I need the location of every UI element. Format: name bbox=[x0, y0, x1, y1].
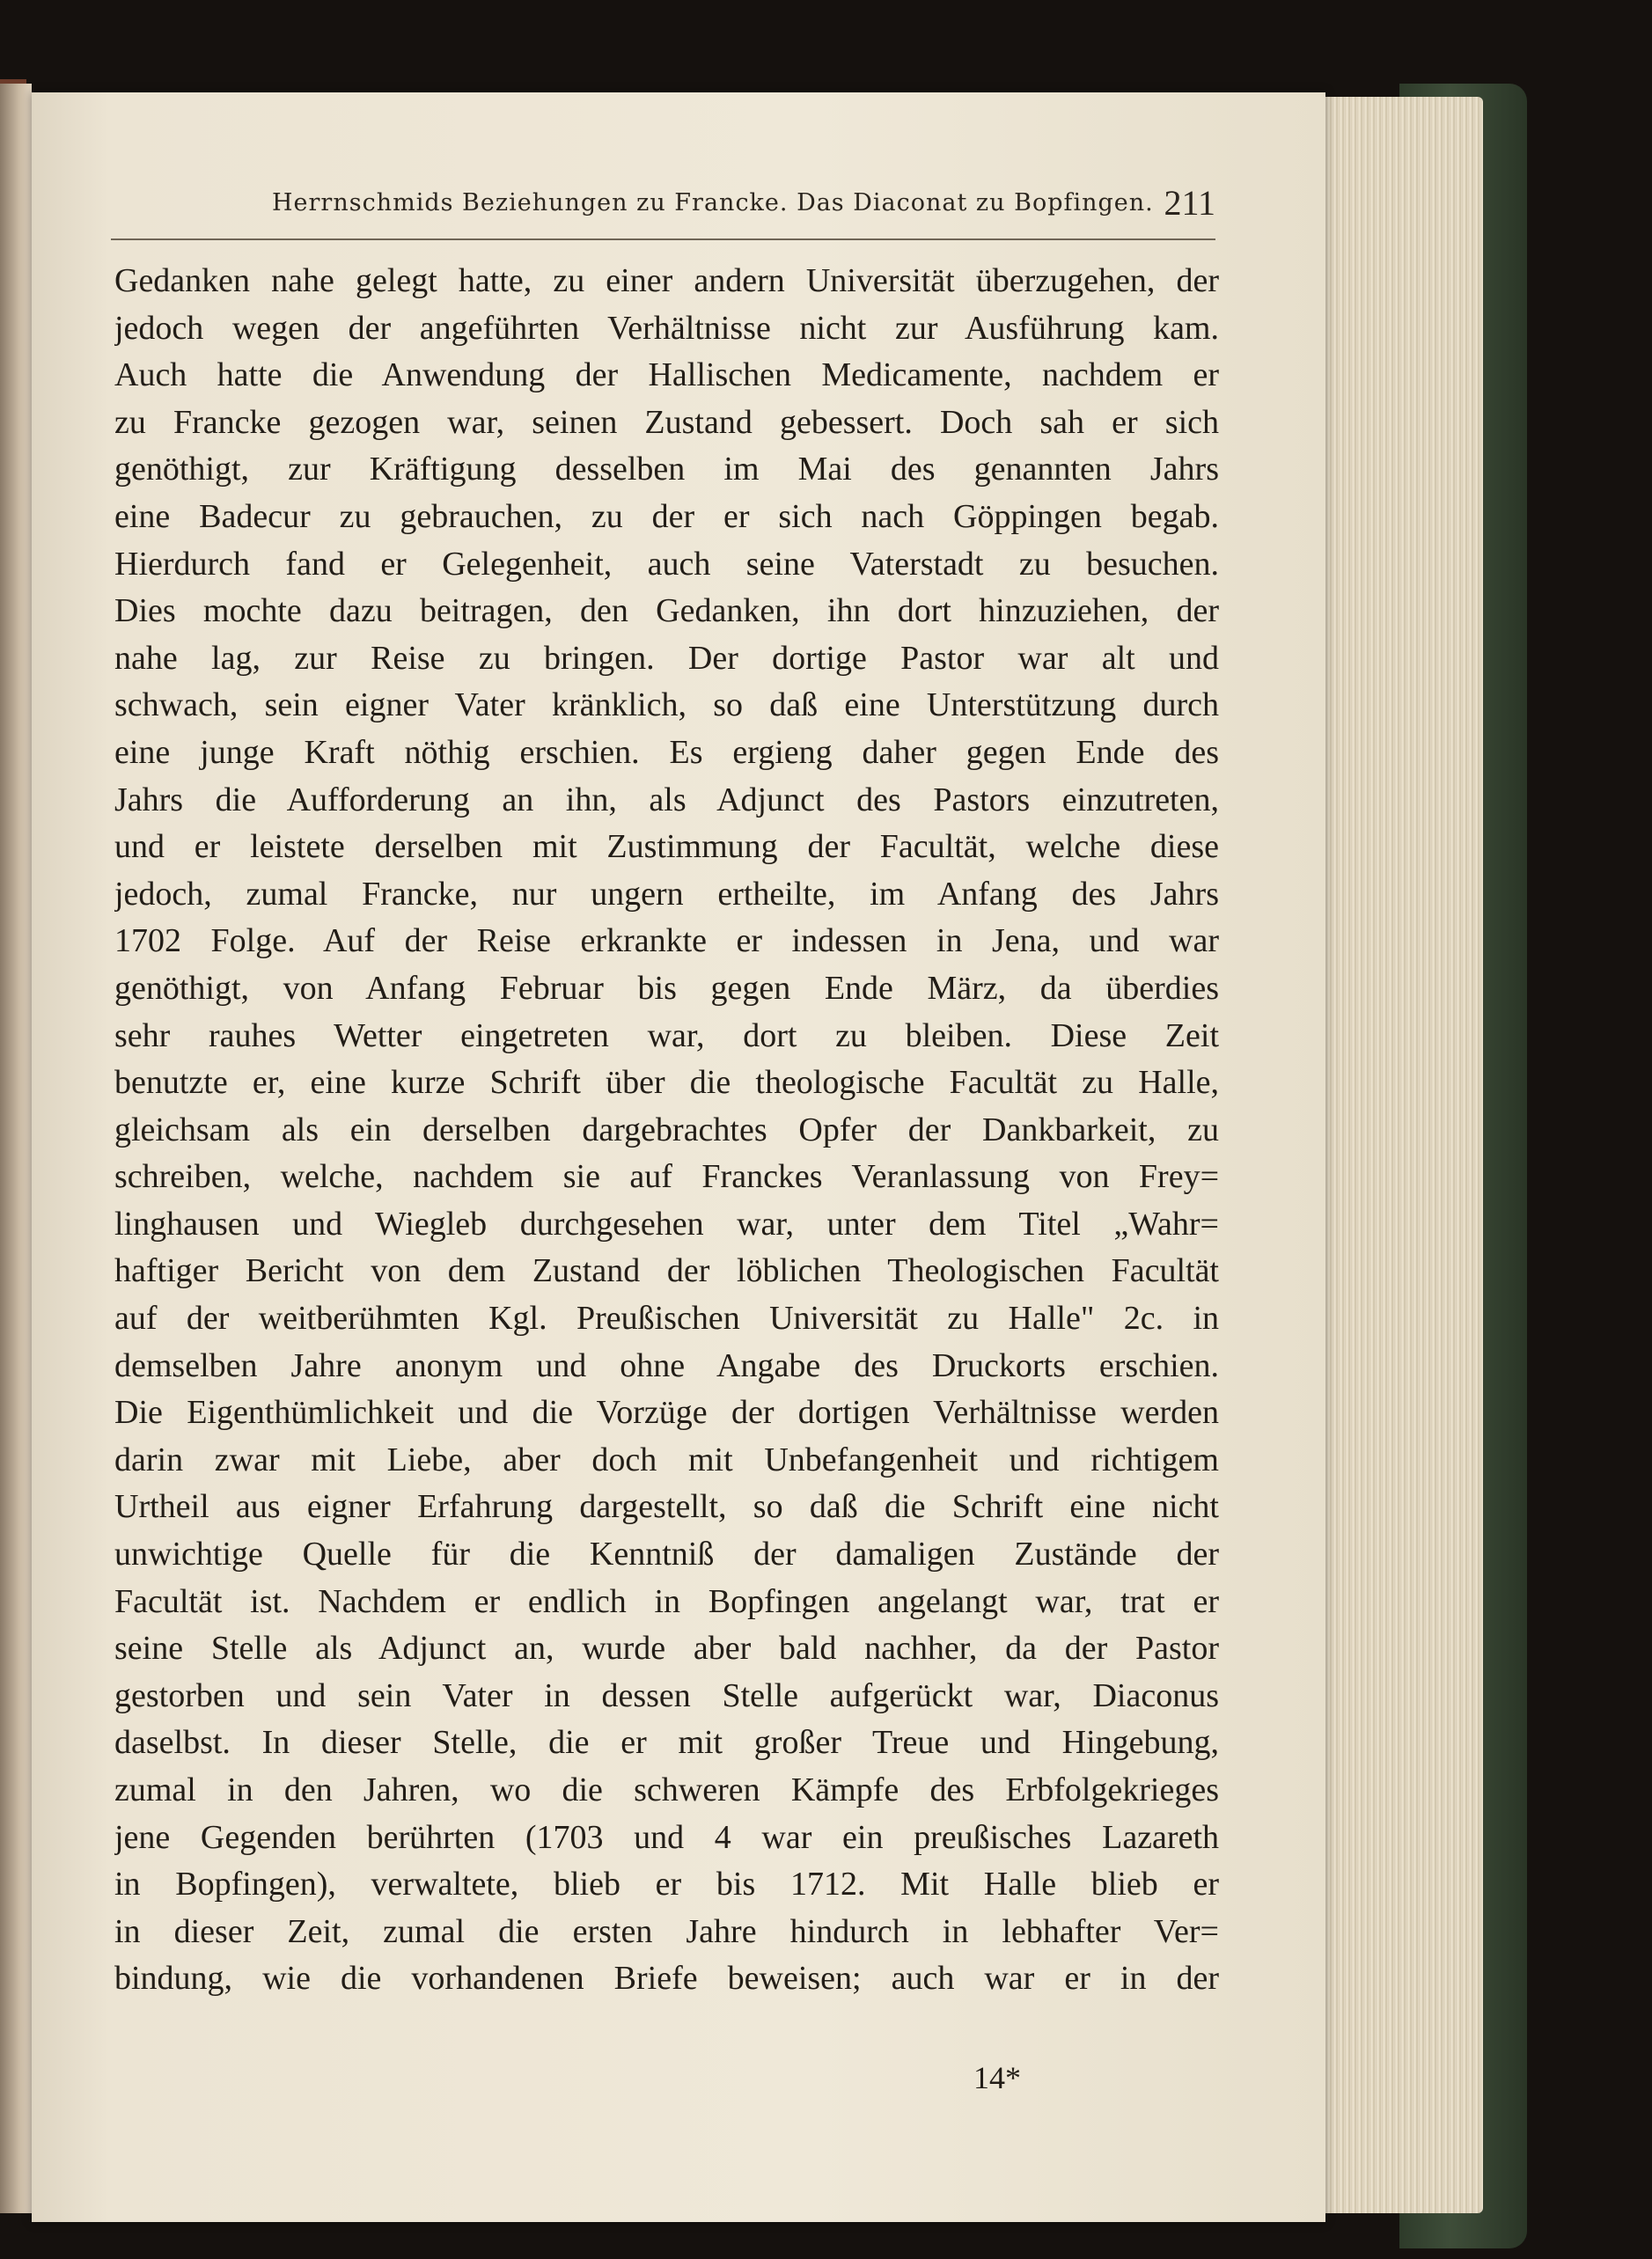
text-line: eine Badecur zu gebrauchen, zu der er sich nach Göppingen begab. bbox=[114, 497, 1219, 535]
text-line: benutzte er, eine kurze Schrift über die theologische Facultät zu Halle, bbox=[114, 1064, 1219, 1102]
text-line: Facultät ist. Nachdem er endlich in Bopfingen angelangt war, trat er bbox=[114, 1582, 1219, 1620]
running-head bbox=[111, 183, 1215, 240]
text-line: nahe lag, zur Reise zu bringen. Der dortige Pastor war alt und bbox=[114, 639, 1219, 677]
body-text bbox=[114, 258, 1219, 2003]
text-line: genöthigt, von Anfang Februar bis gegen Ende März, da überdies bbox=[114, 969, 1219, 1007]
text-line: Dies mochte dazu beitragen, den Gedanken, ihn dort hinzuziehen, der bbox=[114, 592, 1219, 630]
text-line: schreiben, welche, nachdem sie auf Franckes Veranlassung von Frey= bbox=[114, 1158, 1219, 1196]
left-facing-page bbox=[0, 84, 32, 2213]
running-head-title: Herrnschmids Beziehungen zu Francke. Das Diaconat zu Bopfingen. bbox=[272, 189, 1154, 216]
text-line: und er leistete derselben mit Zustimmung der Facultät, welche diese bbox=[114, 828, 1219, 866]
text-line: unwichtige Quelle für die Kenntniß der damaligen Zustände der bbox=[114, 1536, 1219, 1573]
text-line: linghausen und Wiegleb durchgesehen war, unter dem Titel „Wahr= bbox=[114, 1205, 1219, 1243]
text-line: jedoch wegen der angeführten Verhältnisse nicht zur Ausführung kam. bbox=[114, 309, 1219, 347]
text-line: Gedanken nahe gelegt hatte, zu einer andern Universität überzugehen, der bbox=[114, 262, 1219, 299]
page-edges bbox=[1320, 97, 1483, 2213]
text-line: Jahrs die Aufforderung an ihn, als Adjunct des Pastors einzutreten, bbox=[114, 781, 1219, 818]
text-line: jedoch, zumal Francke, nur ungern ertheilte, im Anfang des Jahrs bbox=[114, 875, 1219, 913]
text-line: haftiger Bericht von dem Zustand der löblichen Theologischen Facultät bbox=[114, 1252, 1219, 1290]
text-line: Auch hatte die Anwendung der Hallischen Medicamente, nachdem er bbox=[114, 356, 1219, 394]
text-line: eine junge Kraft nöthig erschien. Es ergieng daher gegen Ende des bbox=[114, 733, 1219, 771]
book-page bbox=[32, 92, 1325, 2222]
text-line: in dieser Zeit, zumal die ersten Jahre hindurch in lebhafter Ver= bbox=[114, 1912, 1219, 1950]
text-line: Die Eigenthümlichkeit und die Vorzüge der dortigen Verhältnisse werden bbox=[114, 1394, 1219, 1432]
text-line: zu Francke gezogen war, seinen Zustand gebessert. Doch sah er sich bbox=[114, 403, 1219, 441]
text-line: daselbst. In dieser Stelle, die er mit großer Treue und Hingebung, bbox=[114, 1724, 1219, 1762]
text-line: gestorben und sein Vater in dessen Stelle aufgerückt war, Diaconus bbox=[114, 1676, 1219, 1714]
text-line: sehr rauhes Wetter eingetreten war, dort zu bleiben. Diese Zeit bbox=[114, 1016, 1219, 1054]
text-line: genöthigt, zur Kräftigung desselben im Mai des genannten Jahrs bbox=[114, 451, 1219, 488]
text-line: darin zwar mit Liebe, aber doch mit Unbefangenheit und richtigem bbox=[114, 1441, 1219, 1478]
text-line: Urtheil aus eigner Erfahrung dargestellt, so daß die Schrift eine nicht bbox=[114, 1488, 1219, 1526]
page-number: 211 bbox=[1164, 183, 1215, 223]
text-line: demselben Jahre anonym und ohne Angabe des Druckorts erschien. bbox=[114, 1346, 1219, 1384]
text-line: jene Gegenden berührten (1703 und 4 war ein preußisches Lazareth bbox=[114, 1818, 1219, 1856]
text-line: bindung, wie die vorhandenen Briefe beweisen; auch war er in der bbox=[114, 1960, 1219, 1998]
text-line: in Bopfingen), verwaltete, blieb er bis 1712. Mit Halle blieb er bbox=[114, 1866, 1219, 1903]
text-line: zumal in den Jahren, wo die schweren Kämpfe des Erbfolgekrieges bbox=[114, 1771, 1219, 1808]
text-line: Hierdurch fand er Gelegenheit, auch seine Vaterstadt zu besuchen. bbox=[114, 545, 1219, 583]
text-line: schwach, sein eigner Vater kränklich, so daß eine Unterstützung durch bbox=[114, 686, 1219, 724]
signature-mark: 14* bbox=[973, 2060, 1021, 2095]
text-line: gleichsam als ein derselben dargebrachtes Opfer der Dankbarkeit, zu bbox=[114, 1111, 1219, 1148]
text-line: 1702 Folge. Auf der Reise erkrankte er indessen in Jena, und war bbox=[114, 922, 1219, 960]
text-line: auf der weitberühmten Kgl. Preußischen Universität zu Halle" 2c. in bbox=[114, 1300, 1219, 1338]
text-line: seine Stelle als Adjunct an, wurde aber bald nachher, da der Pastor bbox=[114, 1630, 1219, 1668]
